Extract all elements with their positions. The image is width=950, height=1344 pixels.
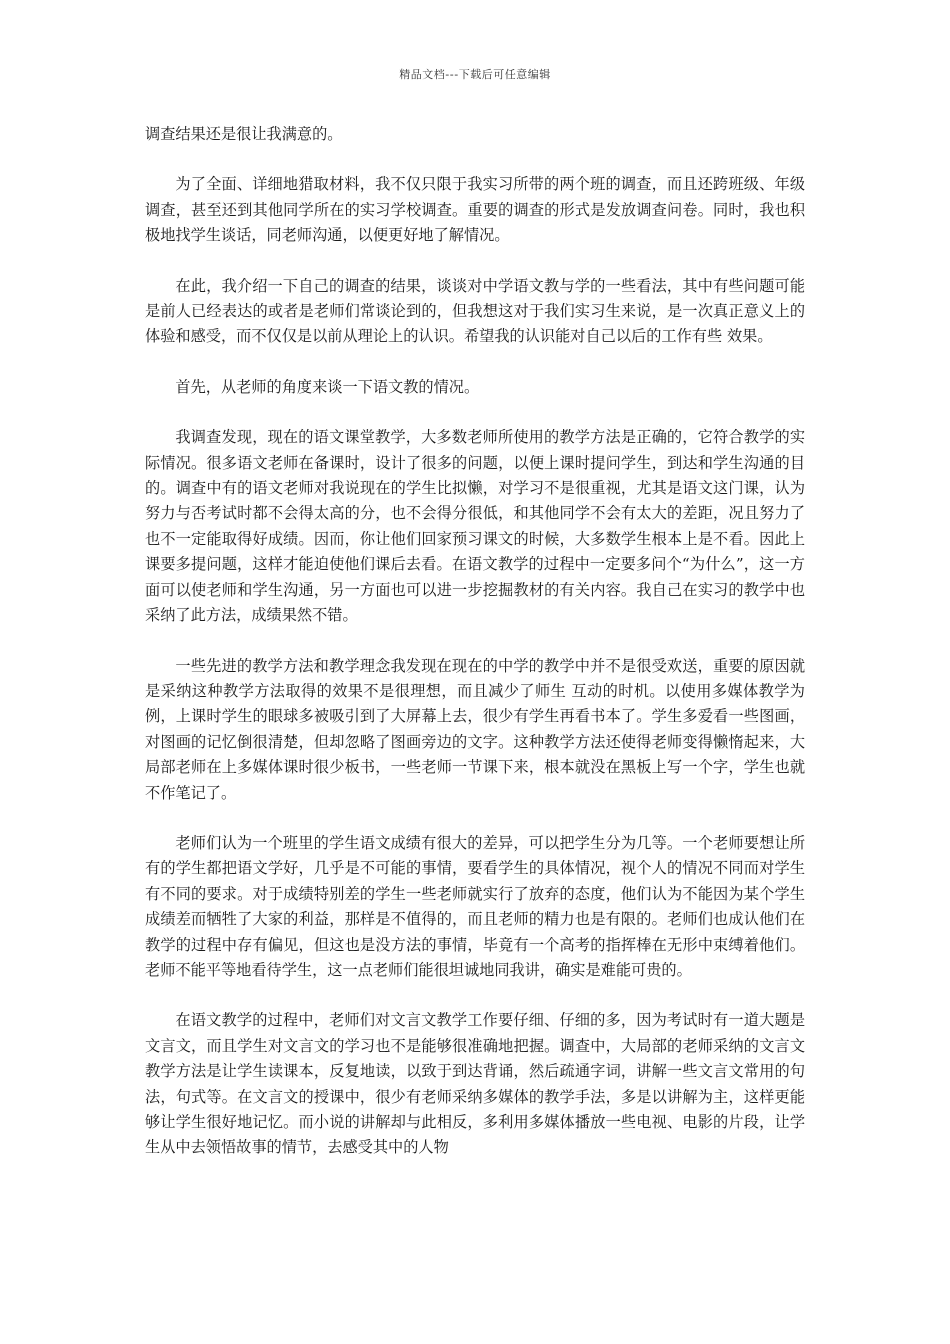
paragraph-7: 老师们认为一个班里的学生语文成绩有很大的差异，可以把学生分为几等。一个老师要想让所有的学生都把语文学好，几乎是不可能的事情，要看学生的具体情况，视个人的情况不同而对学生有不同的要求。对于成绩特别差的学生一些老师就实行了放弃的态度，他们认为不能因为某个学生成绩差而牺牲了大家的利益，那样是不值得的，而且老师的精力也是有限的。老师们也成认他们在教学的过程中存有偏见，但这也是没方法的事情，毕竟有一个高考的指挥棒在无形中束缚着他们。老师不能平等地看待学生，这一点老师们能很坦诚地同我讲，确实是难能可贵的。 [145, 833, 805, 979]
paragraph-2: 为了全面、详细地猎取材料，我不仅只限于我实习所带的两个班的调查，而且还跨班级、年级调查，甚至还到其他同学所在的实习学校调查。重要的调查的形式是发放调查问卷。同时，我也积极地找学生谈话，同老师沟通，以便更好地了解情况。 [145, 175, 805, 245]
paragraph-4: 首先，从老师的角度来谈一下语文教的情况。 [175, 377, 480, 396]
page-header: 精品文档---下载后可任意编辑 [399, 68, 551, 81]
paragraph-3: 在此，我介绍一下自己的调查的结果，谈谈对中学语文教与学的一些看法，其中有些问题可能是前人已经表达的或者是老师们常谈论到的，但我想这对于我们实习生来说，是一次真正意义上的体验和感受，而不仅仅是以前从理论上的认识。希望我的认识能对自己以后的工作有些 效果。 [145, 276, 805, 346]
paragraph-5: 我调查发现，现在的语文课堂教学，大多数老师所使用的教学方法是正确的，它符合教学的实际情况。很多语文老师在备课时，设计了很多的问题，以便上课时提问学生，到达和学生沟通的目的。调查中有的语文老师对我说现在的学生比拟懒，对学习不是很重视，尤其是语文这门课，认为努力与否考试时都不会得太高的分，也不会得分很低，和其他同学不会有太大的差距，况且努力了也不一定能取得好成绩。因而，你让他们回家预习课文的时候，大多数学生根本上是不看。因此上课要多提问题，这样才能迫使他们课后去看。在语文教学的过程中一定要多问个“为什么”，这一方面可以使老师和学生沟通，另一方面也可以进一步挖掘教材的有关内容。我自己在实习的教学中也采纳了此方法，成绩果然不错。 [145, 428, 805, 625]
document-body [145, 122, 805, 1186]
paragraph-8: 在语文教学的过程中，老师们对文言文教学工作要仔细、仔细的多，因为考试时有一道大题是文言文，而且学生对文言文的学习也不是能够很准确地把握。调查中，大局部的老师采纳的文言文教学方法是让学生读课本，反复地读，以致于到达背诵，然后疏通字词，讲解一些文言文常用的句法，句式等。在文言文的授课中，很少有老师采纳多媒体的教学手法，多是以讲解为主，这样更能够让学生很好地记忆。而小说的讲解却与此相反，多利用多媒体播放一些电视、电影的片段，让学生从中去领悟故事的情节，去感受其中的人物 [145, 1011, 805, 1157]
paragraph-1: 调查结果还是很让我满意的。 [145, 125, 343, 143]
paragraph-6: 一些先进的教学方法和教学理念我发现在现在的中学的教学中并不是很受欢送，重要的原因就是采纳这种教学方法取得的效果不是很理想，而且减少了师生 互动的时机。以使用多媒体教学为例，上课时学生的眼球多被吸引到了大屏幕上去，很少有学生再看书本了。学生多爱看一些图画，对图画的记忆倒很清楚，但却忽略了图画旁边的文字。这种教学方法还使得老师变得懒惰起来，大局部老师在上多媒体课时很少板书，一些老师一节课下来，根本就没在黑板上写一个字，学生也就不作笔记了。 [145, 656, 805, 802]
